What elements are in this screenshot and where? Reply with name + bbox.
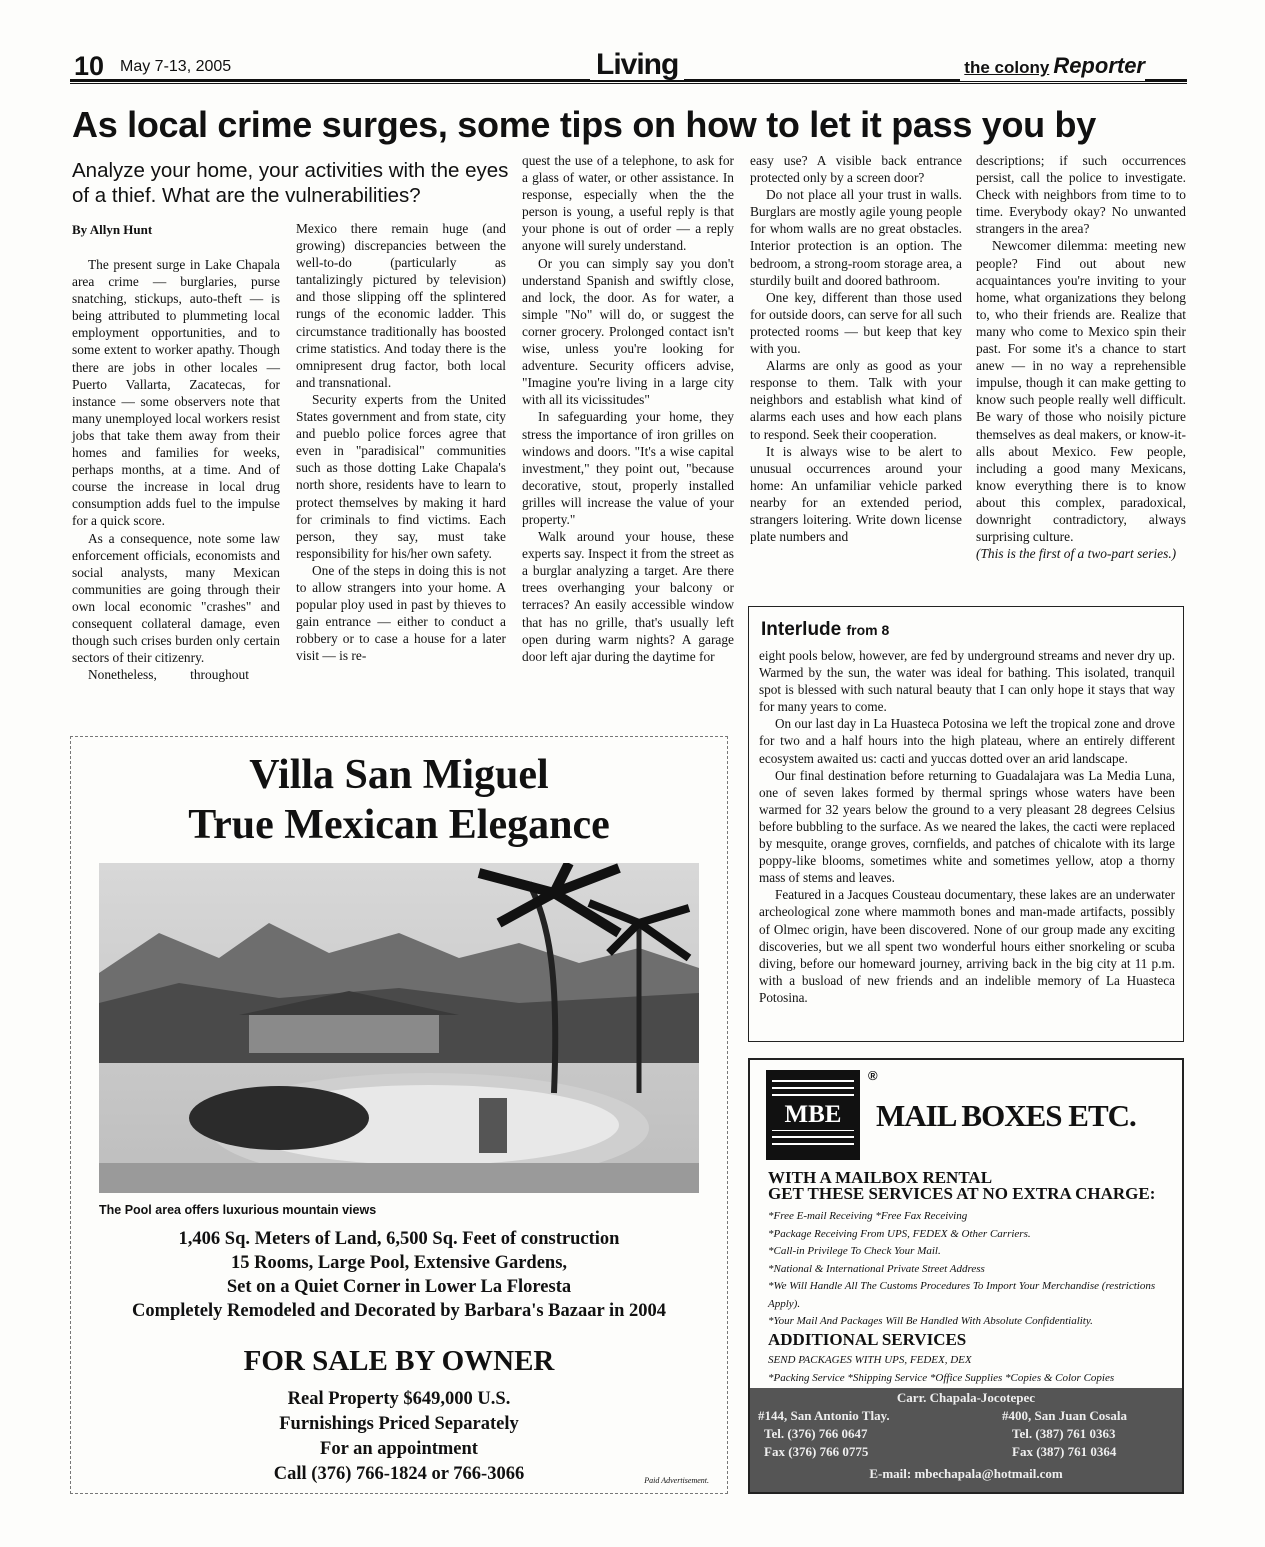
paragraph: Nonetheless, throughout — [88, 667, 249, 683]
for-sale-heading: FOR SALE BY OWNER — [243, 1345, 555, 1377]
mbe-services — [768, 1208, 1172, 1331]
brand-prefix: the colony — [964, 58, 1050, 77]
paragraph: Alarms are only as good as your response to them. Talk with your neighbors and establish what kind of alarms each uses and how each plans to respond. Seek their cooperation. — [750, 358, 962, 442]
interlude-jump: from 8 — [846, 622, 890, 638]
mbe-headline: WITH A MAILBOX RENTAL — [768, 1168, 993, 1187]
location-1-tel: Tel. (376) 766 0647 — [764, 1426, 868, 1441]
article-column-3 — [522, 152, 734, 665]
service-item: *Your Mail And Packages Will Be Handled With Absolute Confidentiality. — [768, 1315, 1093, 1327]
article-deck: Analyze your home, your activities with the eyes of a thief. What are the vulnerabilities? — [72, 159, 509, 207]
paragraph: Mexico there remain huge (and growing) discrepancies between the well-to-do (particularly as tantalizingly pictured by television) and those slipping off the splintered rungs of the economic ladder. This circumstance traditionally has boosted crime statistics. And today there is the omnipresent drug factor, both local and transnational. — [296, 221, 506, 390]
issue-date: May 7-13, 2005 — [120, 58, 232, 75]
send-packages: SEND PACKAGES WITH UPS, FEDEX, DEX — [768, 1354, 972, 1366]
paragraph: easy use? A visible back entrance protected only by a screen door? — [750, 153, 962, 186]
article-column-4 — [750, 152, 962, 545]
mbe-logo-text: MBE — [766, 1100, 860, 1130]
article-column-1 — [72, 256, 280, 683]
ad-feature: 1,406 Sq. Meters of Land, 6,500 Sq. Feet of construction — [178, 1229, 620, 1249]
paragraph: The present surge in Lake Chapala area crime — burglaries, purse snatching, stickups, auto-theft — is being attributed to plummeting local employment opportunities, and to some extent to worker apathy. Though there are jobs in other locales — Puerto Vallarta, Zacatecas, for instance — some observers note that many unemployed local workers resist jobs that take them away from their homes and families for weeks, perhaps months, at a time. And of course the increase in local drug consumption adds fuel to the impulse for a quick score. — [72, 257, 280, 529]
mbe-name: MAIL BOXES ETC. — [876, 1098, 1136, 1133]
ad-feature: 15 Rooms, Large Pool, Extensive Gardens, — [230, 1253, 568, 1273]
service-item: *Package Receiving From UPS, FEDEX & Other Carriers. — [768, 1227, 1031, 1240]
ad-feature: Completely Remodeled and Decorated by Barbara's Bazaar in 2004 — [131, 1301, 667, 1321]
article-headline: As local crime surges, some tips on how to let it pass you by — [72, 104, 1096, 145]
service-item: *Free E-mail Receiving *Free Fax Receiving — [768, 1210, 968, 1222]
series-note: (This is the first of a two-part series.) — [976, 546, 1177, 562]
paragraph: Featured in a Jacques Cousteau documentary, these lakes are an underwater archeological zone where mammoth bones and man-made artifacts, possibly of Olmec origin, have been discovered. None of our group made any exciting discoveries, but we all spent two wonderful hours either snorkeling or scuba diving, before our homeward journey, arriving back in the big city at 11 p.m. with a busload of new friends and an indelible memory of La Huasteca Potosina. — [759, 887, 1175, 1005]
paragraph: Newcomer dilemma: meeting new people? Find out about new acquaintances you're inviting to your home, what organizations they belong to, who their friends are. Realize that many who come to Mexico spin their past. For some it's a chance to start anew — in no way a reprehensible impulse, though it can make getting to know such people really well difficult. Be wary of those who noisily picture themselves as deal makers, or know-it-alls about Mexico. Few people, including a good many Mexicans, know everything there is to know about this complex, paradoxical, downright contradictory, always surprising culture. — [976, 238, 1186, 545]
interlude-box — [748, 606, 1184, 1042]
paragraph: Walk around your house, these experts say. Inspect it from the street as a burglar analyzing a target. Are there trees overhanging your balcony or terraces? An easily accessible window that has no grille, that's usually left open during warm nights? A garage door left ajar during the daytime for — [522, 529, 734, 664]
location-1-address: #144, San Antonio Tlay. — [758, 1408, 890, 1423]
paragraph: eight pools below, however, are fed by underground streams and never dry up. Warmed by the sun, the water was ideal for bathing. This isolated, tranquil spot is blessed with such natural beauty that I can only hope it stays that way for many years to come. — [759, 648, 1175, 715]
paragraph: Security experts from the United States government and from state, city and pueblo police forces agree that even in "paradisical" communities such as those dotting Lake Chapala's north shore, residents have to learn to protect themselves by making it hard for criminals to find victims. Each person, they say, must take responsibility for his/her own safety. — [296, 391, 506, 561]
paragraph: One key, different than those used for outside doors, can serve for all such protected rooms — but keep that key with you. — [750, 289, 962, 357]
mbe-locations — [750, 1388, 1182, 1492]
section-name: Living — [590, 50, 684, 80]
page-number: 10 — [74, 51, 105, 81]
paragraph: As a consequence, note some law enforcement officials, economists and social analysts, many Mexican communities are going through their own local economic "crashes" and consequent collateral damage, even though such crises burden only certain sectors of their citizenry. — [72, 530, 280, 666]
paragraph: Do not place all your trust in walls. Burglars are mostly agile young people for whom walls are no great obstacles. Interior protection is an option. The bedroom, a strong-room storage area, a sturdily built and doored bathroom. — [750, 187, 962, 288]
service-item: *We Will Handle All The Customs Procedures To Import Your Merchandise (restrictions Apply). — [768, 1280, 1156, 1310]
article-byline: By Allyn Hunt — [72, 222, 153, 237]
paid-advertisement-label: Paid Advertisement. — [644, 1476, 709, 1485]
interlude-title: Interlude — [761, 619, 842, 640]
villa-san-miguel-ad — [70, 736, 728, 1494]
mbe-email: E-mail: mbechapala@hotmail.com — [869, 1466, 1063, 1481]
ad-phone: Call (376) 766-1824 or 766-3066 — [273, 1464, 525, 1484]
paragraph: Our final destination before returning to Guadalajara was La Media Luna, one of seven lakes formed by thermal springs whose waters have been warmed for 32 years below the ground to a very pleasant 28 degrees Celsius before bubbling to the surface. As we neared the lakes, the cacti were replaced by mesquite, orange groves, cornfields, and patches of chicalote with its large poppy-like blooms, sometimes white and sometimes yellow, atop a thorny mass of stems and leaves. — [759, 767, 1175, 886]
paragraph: In safeguarding your home, they stress the importance of iron grilles on windows and doors. "It's a wise capital investment," they point out, "because decorative, stout, properly installed grilles will increase the value of your property." — [522, 409, 734, 527]
paragraph: It is always wise to be alert to unusual occurrences around your home: An unfamiliar vehicle parked nearby for an extended period, strangers loitering. Write down license plate numbers and — [750, 443, 962, 545]
article-column-5 — [976, 152, 1186, 562]
service-item: *Call-in Privilege To Check Your Mail. — [768, 1245, 941, 1257]
additional-services-heading: ADDITIONAL SERVICES — [768, 1330, 967, 1349]
mbe-logo — [766, 1070, 860, 1160]
ad-furnishings: Furnishings Priced Separately — [279, 1414, 519, 1434]
paragraph: quest the use of a telephone, to ask for a glass of water, or other assistance. In response, especially when the the person is young, a useful reply is that your phone is out of order — a reply anyone will surely understand. — [522, 153, 734, 254]
service-item: *National & International Private Street Address — [768, 1262, 985, 1275]
ad-price: Real Property $649,000 U.S. — [287, 1389, 511, 1409]
ad-appointment: For an appointment — [320, 1439, 478, 1459]
paragraph: descriptions; if such occurrences persist, call the police to investigate. Check with neighbors from time to to time. Everybody okay? No unwanted strangers in the area? — [976, 153, 1186, 237]
mbe-headline: GET THESE SERVICES AT NO EXTRA CHARGE: — [768, 1184, 1156, 1203]
brand-name: Reporter — [1053, 53, 1145, 78]
mail-boxes-etc-ad — [748, 1058, 1184, 1494]
location-2-address: #400, San Juan Cosala — [1002, 1408, 1127, 1423]
ad-subtitle: True Mexican Elegance — [188, 802, 610, 848]
location-2-tel: Tel. (387) 761 0363 — [1012, 1426, 1116, 1441]
road-name: Carr. Chapala-Jocotepec — [896, 1390, 1036, 1405]
pool-photo — [99, 863, 699, 1193]
interlude-heading — [761, 619, 889, 641]
registered-mark: ® — [868, 1068, 878, 1083]
photo-caption: The Pool area offers luxurious mountain views — [99, 1203, 377, 1217]
paragraph: Or you can simply say you don't understand Spanish and swiftly close, and lock, the door. As for water, a simple "No" will do, or suggest the corner grocery. Prolonged contact isn't wise, unless you're looking for adventure. Security officers advise, "Imagine you're living in a large city with all its vicissitudes" — [522, 255, 734, 408]
ad-feature: Set on a Quiet Corner in Lower La Floresta — [226, 1277, 572, 1297]
paragraph: On our last day in La Huasteca Potosina we left the tropical zone and drove for two and a half hours into the high plateau, where an entirely different ecosystem awaited us: cacti and yuccas dotted over an arid landscape. — [759, 716, 1175, 766]
masthead — [70, 50, 1187, 86]
location-1-fax: Fax (376) 766 0775 — [764, 1444, 869, 1459]
location-2-fax: Fax (387) 761 0364 — [1012, 1444, 1117, 1459]
paragraph: One of the steps in doing this is not to allow strangers into your home. A popular ploy used in past by thieves to gain entrance — either to conduct a robbery or to case a house for a later visit — is re- — [296, 562, 506, 664]
interlude-body — [759, 647, 1175, 1006]
ad-title: Villa San Miguel — [249, 752, 549, 798]
newspaper-brand — [960, 53, 1145, 81]
article-column-2 — [296, 220, 506, 664]
service-item: *Packing Service *Shipping Service *Office Supplies *Copies & Color Copies — [768, 1371, 1115, 1384]
